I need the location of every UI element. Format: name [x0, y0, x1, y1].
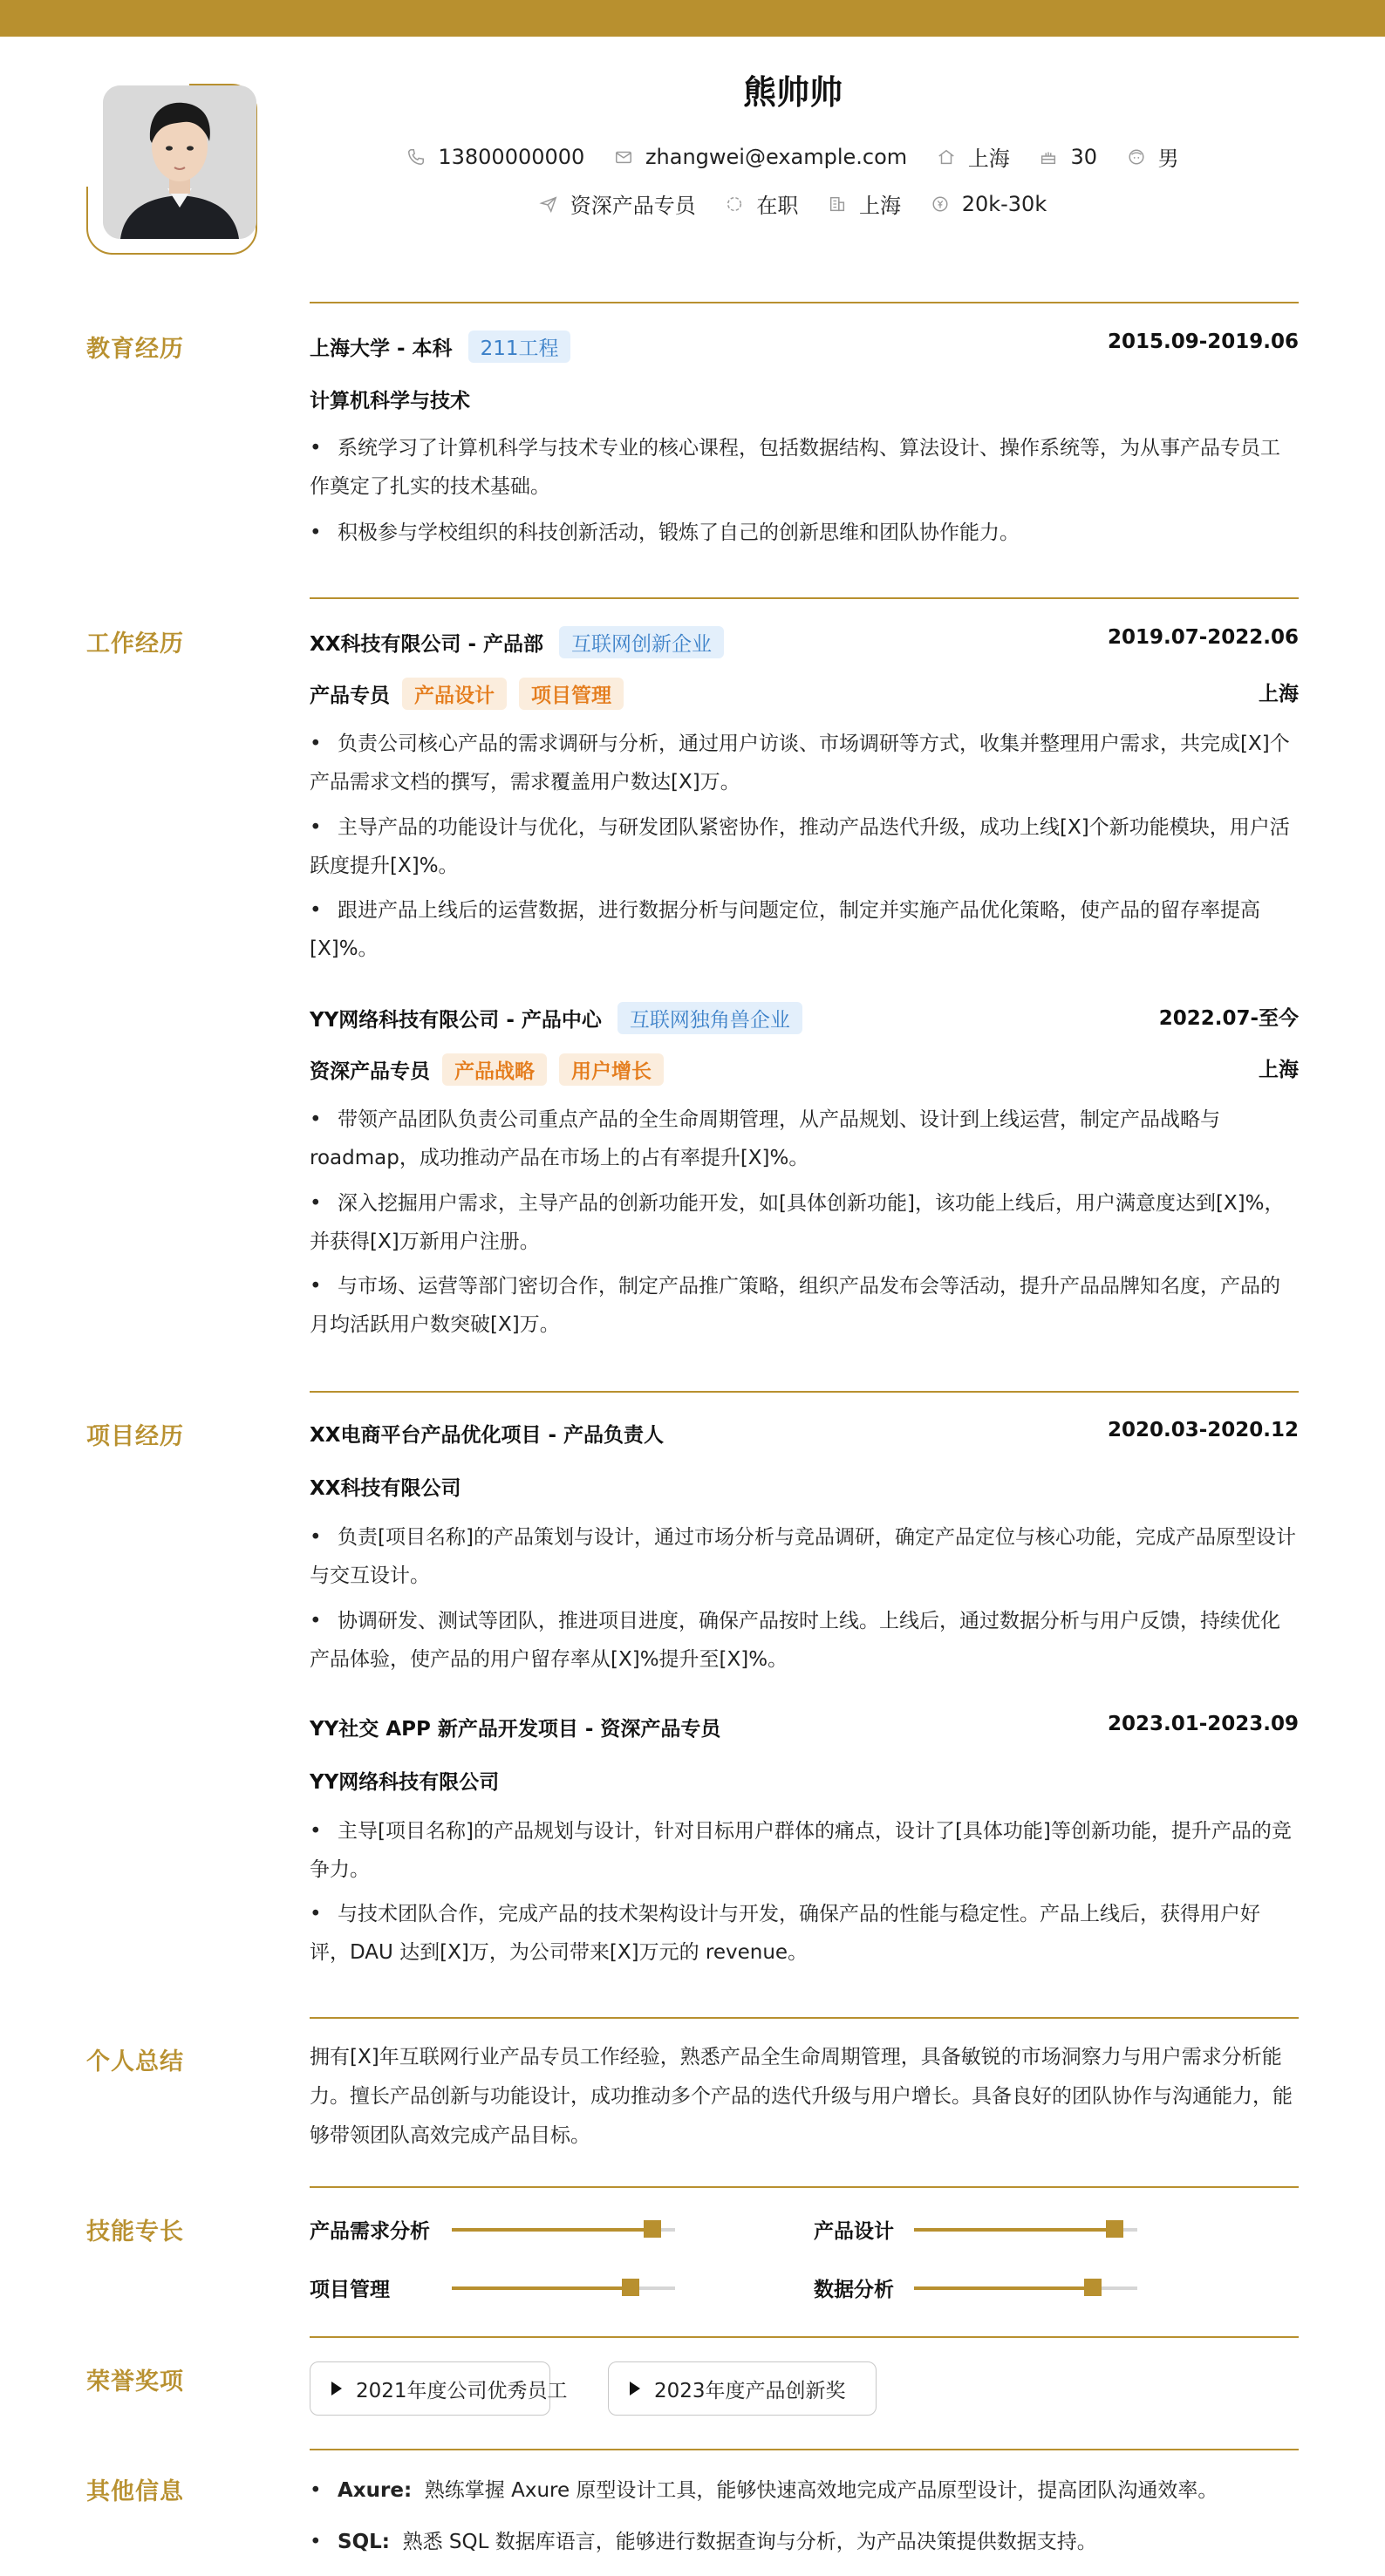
skill-level-fill — [914, 2228, 1115, 2232]
job-role: 产品专员 — [310, 685, 390, 707]
summary-title: 个人总结 — [86, 2048, 184, 2075]
building-icon — [828, 194, 847, 214]
salary-item — [931, 192, 1047, 216]
company-name: XX科技有限公司 - 产品部 — [310, 633, 544, 656]
section-divider — [310, 597, 1299, 599]
location-item — [937, 141, 1010, 172]
list-item — [310, 2523, 1299, 2561]
city-item — [828, 188, 901, 219]
top-accent-bar — [0, 0, 1385, 37]
age-text: 30 — [1070, 144, 1097, 169]
skill-level-fill — [452, 2228, 652, 2232]
school-name: 上海大学 - 本科 — [310, 337, 453, 360]
company-name: YY网络科技有限公司 - 产品中心 — [310, 1009, 602, 1032]
skill-name: 数据分析 — [814, 2279, 894, 2301]
skills-title: 技能专长 — [86, 2218, 184, 2245]
tool-description: 熟练掌握 Axure 原型设计工具，能够快速高效地完成产品原型设计，提高团队沟通效率。 — [424, 2479, 1218, 2502]
contact-line — [0, 141, 1385, 172]
project-header — [310, 1713, 1299, 1741]
mail-icon — [614, 147, 633, 167]
skill-level-bar — [914, 2286, 1137, 2290]
job-city: 上海 — [1259, 683, 1299, 705]
tool-label: Axure: — [338, 2479, 413, 2502]
section-divider — [310, 2017, 1299, 2019]
skill-tag: 项目管理 — [519, 678, 624, 710]
list-item: • 与市场、运营等部门密切合作，制定产品推广策略，组织产品发布会等活动，提升产品品牌知名度，产品的月均活跃用户数突破[X]万。 — [310, 1267, 1299, 1344]
work-title: 工作经历 — [86, 630, 184, 658]
skill-name: 产品设计 — [814, 2220, 894, 2243]
list-item: • 主导[项目名称]的产品规划与设计，针对目标用户群体的痛点，设计了[具体功能]等创新功能，提升产品的竞争力。 — [310, 1812, 1299, 1889]
home-icon — [937, 147, 956, 167]
project-header — [310, 1419, 1299, 1448]
honor-item — [608, 2361, 877, 2416]
age-item — [1039, 145, 1097, 169]
list-item: • 系统学习了计算机科学与技术专业的核心课程，包括数据结构、算法设计、操作系统等，为从事产品专员工作奠定了扎实的技术基础。 — [310, 429, 1299, 506]
list-item — [310, 2471, 1299, 2510]
job-role: 资深产品专员 — [310, 1060, 430, 1083]
job-city: 上海 — [1259, 1059, 1299, 1081]
section-divider — [310, 2336, 1299, 2338]
city-text: 上海 — [859, 194, 902, 218]
phone-text: 13800000000 — [438, 144, 585, 169]
money-icon — [931, 194, 950, 214]
salary-text: 20k-30k — [961, 191, 1047, 216]
list-item: • 带领产品团队负责公司重点产品的全生命周期管理，从产品规划、设计到上线运营，制定产品战略与roadmap，成功推动产品在市场上的占有率提升[X]%。 — [310, 1101, 1299, 1177]
honors-title: 荣誉奖项 — [86, 2368, 184, 2395]
major-name: 计算机科学与技术 — [310, 390, 470, 412]
section-divider — [310, 302, 1299, 303]
job-role-row — [310, 1053, 1299, 1086]
phone-icon — [406, 147, 426, 167]
list-item: • 协调研发、测试等团队，推进项目进度，确保产品按时上线。上线后，通过数据分析与用户反馈，持续优化产品体验，使产品的用户留存率从[X]%提升至[X]%。 — [310, 1602, 1299, 1679]
position-text: 资深产品专员 — [570, 194, 696, 218]
section-divider — [310, 1391, 1299, 1393]
skill-level-knob — [1106, 2220, 1123, 2238]
skill-level-fill — [452, 2286, 631, 2290]
education-date: 2015.09-2019.06 — [1107, 331, 1299, 353]
candidate-name: 熊帅帅 — [742, 73, 843, 112]
tool-label: SQL: — [338, 2531, 390, 2553]
projects-title: 项目经历 — [86, 1423, 184, 1450]
cake-icon — [1039, 147, 1058, 167]
project-date: 2020.03-2020.12 — [1107, 1419, 1299, 1441]
section-divider — [310, 2186, 1299, 2188]
email-item — [614, 145, 907, 169]
skill-level-knob — [622, 2279, 639, 2296]
honor-label: 2021年度公司优秀员工 — [356, 2379, 568, 2402]
list-item: • 负责公司核心产品的需求调研与分析，通过用户访谈、市场调研等方式，收集并整理用户需求，共完成[X]个产品需求文档的撰写，需求覆盖用户数达[X]万。 — [310, 725, 1299, 801]
job-intention-line — [0, 188, 1385, 219]
skill-level-knob — [1084, 2279, 1102, 2296]
play-triangle-icon — [630, 2382, 640, 2395]
list-item: • 负责[项目名称]的产品策划与设计，通过市场分析与竞品调研，确定产品定位与核心功能，完成产品原型设计与交互设计。 — [310, 1518, 1299, 1595]
status-icon — [725, 194, 744, 214]
person-icon — [1127, 147, 1146, 167]
project-company: XX科技有限公司 — [310, 1477, 461, 1500]
skill-tag: 产品战略 — [442, 1053, 547, 1086]
skill-level-bar — [452, 2228, 675, 2232]
project-company: YY网络科技有限公司 — [310, 1771, 500, 1794]
status-item — [725, 188, 798, 219]
education-title: 教育经历 — [86, 336, 184, 363]
section-divider — [310, 2449, 1299, 2450]
tool-description: 熟悉 SQL 数据库语言，能够进行数据查询与分析，为产品决策提供数据支持。 — [402, 2531, 1097, 2553]
project-date: 2023.01-2023.09 — [1107, 1713, 1299, 1735]
summary-text: 拥有[X]年互联网行业产品专员工作经验，熟悉产品全生命周期管理，具备敏锐的市场洞察力与用户需求分析能力。擅长产品创新与功能设计，成功推动多个产品的迭代升级与用户增长。具备良好的团队协作与沟通能力，能够带领团队高效完成产品目标。 — [310, 2046, 1293, 2147]
other-title: 其他信息 — [86, 2478, 184, 2505]
job-role-row — [310, 678, 1299, 710]
play-triangle-icon — [331, 2382, 342, 2395]
job-header — [310, 1002, 1299, 1034]
list-item: • 与技术团队合作，完成产品的技术架构设计与开发，确保产品的性能与稳定性。产品上线后，获得用户好评，DAU 达到[X]万，为公司带来[X]万元的 revenue。 — [310, 1895, 1299, 1972]
job-date: 2022.07-至今 — [1158, 1007, 1299, 1030]
gender-text: 男 — [1157, 147, 1179, 171]
company-badge: 互联网创新企业 — [559, 626, 724, 658]
email-text: zhangwei@example.com — [645, 144, 908, 169]
list-item: • 主导产品的功能设计与优化，与研发团队紧密协作，推动产品迭代升级，成功上线[X]个新功能模块，用户活跃度提升[X]%。 — [310, 808, 1299, 885]
job-date: 2019.07-2022.06 — [1107, 626, 1299, 649]
honor-label: 2023年度产品创新奖 — [654, 2379, 846, 2402]
send-icon — [539, 194, 558, 214]
position-item — [539, 188, 696, 219]
skill-level-knob — [644, 2220, 661, 2238]
school-badge: 211工程 — [468, 331, 571, 363]
honor-item — [310, 2361, 568, 2416]
skill-name: 项目管理 — [310, 2279, 390, 2301]
list-item: • 深入挖掘用户需求，主导产品的创新功能开发，如[具体创新功能]，该功能上线后，用户满意度达到[X]%，并获得[X]万新用户注册。 — [310, 1184, 1299, 1261]
status-text: 在职 — [756, 194, 799, 218]
company-badge: 互联网独角兽企业 — [617, 1002, 802, 1034]
location-text: 上海 — [967, 147, 1010, 171]
skill-level-bar — [452, 2286, 675, 2290]
project-name: XX电商平台产品优化项目 - 产品负责人 — [310, 1424, 665, 1447]
gender-item — [1127, 141, 1179, 172]
education-header — [310, 331, 1299, 363]
phone-item — [406, 145, 584, 169]
skill-tag: 产品设计 — [402, 678, 507, 710]
skill-tag: 用户增长 — [559, 1053, 664, 1086]
list-item: • 跟进产品上线后的运营数据，进行数据分析与问题定位，制定并实施产品优化策略，使产品的留存率提高[X]%。 — [310, 891, 1299, 968]
list-item: • 积极参与学校组织的科技创新活动，锻炼了自己的创新思维和团队协作能力。 — [310, 514, 1299, 552]
skill-level-fill — [914, 2286, 1093, 2290]
job-header — [310, 626, 1299, 658]
project-name: YY社交 APP 新产品开发项目 - 资深产品专员 — [310, 1718, 721, 1741]
skill-name: 产品需求分析 — [310, 2220, 430, 2243]
skill-level-bar — [914, 2228, 1137, 2232]
